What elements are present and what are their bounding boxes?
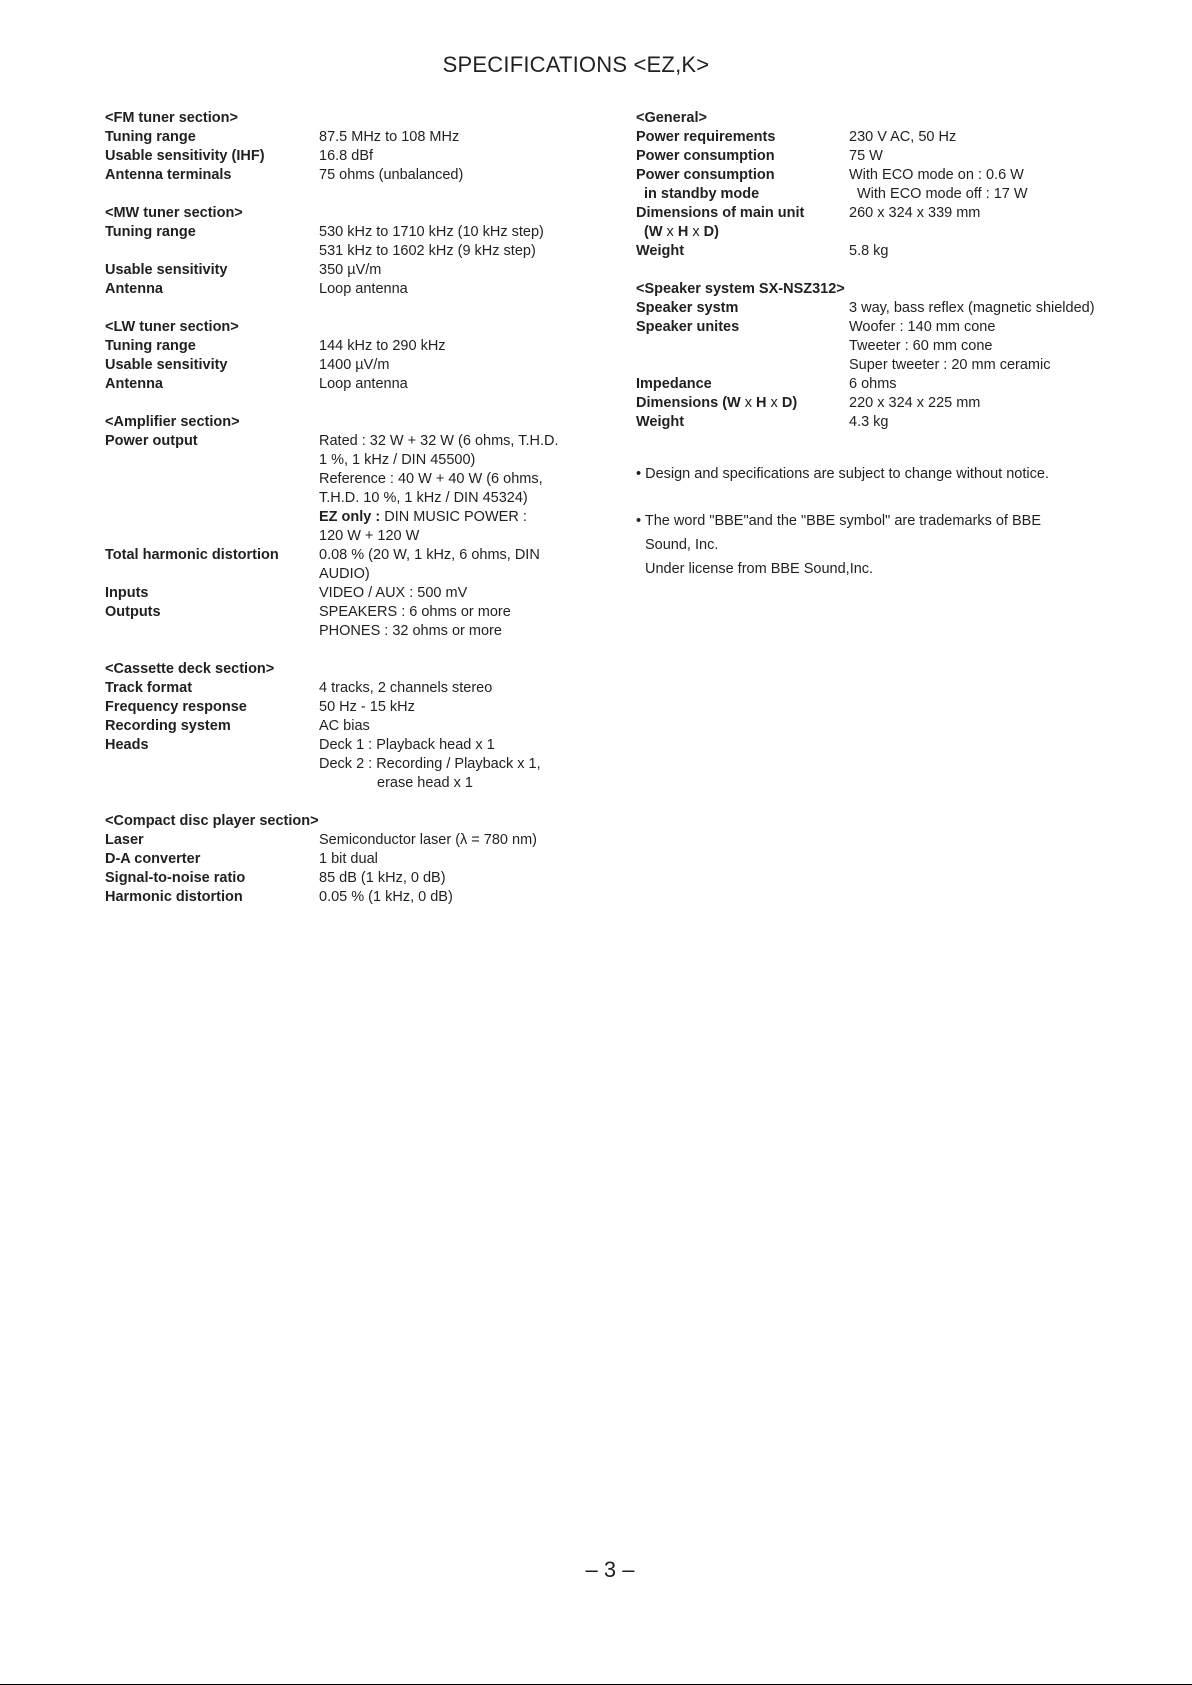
general-power-cons-row xyxy=(636,147,1156,166)
general-weight-label: Weight xyxy=(636,243,685,259)
speaker-units-value-2: Tweeter : 60 mm cone xyxy=(849,338,993,354)
cd-laser-row xyxy=(105,831,585,850)
amp-power-row-5 xyxy=(105,508,585,527)
cd-laser-label: Laser xyxy=(105,832,144,848)
note-bbe-trademark-2: Sound, Inc. xyxy=(645,537,719,553)
speaker-units-label: Speaker unites xyxy=(636,319,740,335)
speaker-impedance-label: Impedance xyxy=(636,376,712,392)
cd-section-heading: <Compact disc player section> xyxy=(105,813,319,829)
cd-laser-value: Semiconductor laser (λ = 780 nm) xyxy=(319,832,537,848)
speaker-dim-row xyxy=(636,394,1156,413)
general-standby-label-1: Power consumption xyxy=(636,167,775,183)
amp-power-row-2 xyxy=(105,451,585,470)
right-column xyxy=(636,109,1156,581)
cassette-heads-value-3: erase head x 1 xyxy=(377,775,473,791)
speaker-system-row xyxy=(636,299,1156,318)
cassette-track-value: 4 tracks, 2 channels stereo xyxy=(319,680,493,696)
lw-section-heading: <LW tuner section> xyxy=(105,319,239,335)
amp-thd-value-1: 0.08 % (20 W, 1 kHz, 6 ohms, DIN xyxy=(319,547,540,563)
cassette-heads-value-1: Deck 1 : Playback head x 1 xyxy=(319,737,495,753)
mw-sensitivity-value: 350 µV/m xyxy=(319,262,382,278)
cd-snr-label: Signal-to-noise ratio xyxy=(105,870,246,886)
speaker-weight-label: Weight xyxy=(636,414,685,430)
cassette-heads-row-1 xyxy=(105,736,585,755)
cd-hd-value: 0.05 % (1 kHz, 0 dB) xyxy=(319,889,453,905)
general-standby-label-2: in standby mode xyxy=(644,186,760,202)
fm-tuning-label: Tuning range xyxy=(105,129,196,145)
cassette-heads-label: Heads xyxy=(105,737,149,753)
mw-tuning-value-2: 531 kHz to 1602 kHz (9 kHz step) xyxy=(319,243,536,259)
amp-outputs-value-1: SPEAKERS : 6 ohms or more xyxy=(319,604,511,620)
amp-thd-row-2 xyxy=(105,565,585,584)
fm-tuning-row xyxy=(105,128,585,147)
amp-power-value-1: Rated : 32 W + 32 W (6 ohms, T.H.D. xyxy=(319,433,559,449)
fm-section-heading: <FM tuner section> xyxy=(105,110,238,126)
cassette-section-heading: <Cassette deck section> xyxy=(105,661,275,677)
mw-tuning-value-1: 530 kHz to 1710 kHz (10 kHz step) xyxy=(319,224,544,240)
fm-sensitivity-row xyxy=(105,147,585,166)
mw-antenna-value: Loop antenna xyxy=(319,281,408,297)
amp-power-row-6 xyxy=(105,527,585,546)
speaker-units-row-3 xyxy=(636,356,1156,375)
lw-sensitivity-label: Usable sensitivity xyxy=(105,357,228,373)
speaker-impedance-row xyxy=(636,375,1156,394)
page-number: – 3 – xyxy=(585,1557,635,1582)
speaker-dim-label: Dimensions (W x H x D) xyxy=(636,395,798,411)
speaker-weight-value: 4.3 kg xyxy=(849,414,889,430)
speaker-units-row-2 xyxy=(636,337,1156,356)
speaker-impedance-value: 6 ohms xyxy=(849,376,897,392)
amp-power-row-1 xyxy=(105,432,585,451)
note-bbe-trademark-3: Under license from BBE Sound,Inc. xyxy=(645,561,874,577)
general-standby-row-2 xyxy=(636,185,1156,204)
general-power-cons-label: Power consumption xyxy=(636,148,775,164)
general-dim-label-1: Dimensions of main unit xyxy=(636,205,805,221)
speaker-system-value: 3 way, bass reflex (magnetic shielded) xyxy=(849,300,1095,316)
left-column xyxy=(105,109,585,907)
amp-inputs-value: VIDEO / AUX : 500 mV xyxy=(319,585,468,601)
amp-inputs-label: Inputs xyxy=(105,585,149,601)
cassette-heads-row-2 xyxy=(105,755,585,774)
mw-antenna-label: Antenna xyxy=(105,281,163,297)
amp-outputs-row-2 xyxy=(105,622,585,641)
speaker-system-label: Speaker systm xyxy=(636,300,739,316)
cassette-rec-label: Recording system xyxy=(105,718,231,734)
speaker-units-value-3: Super tweeter : 20 mm ceramic xyxy=(849,357,1051,373)
general-dim-row-1 xyxy=(636,204,1156,223)
cassette-heads-row-3 xyxy=(105,774,585,793)
general-power-req-value: 230 V AC, 50 Hz xyxy=(849,129,957,145)
general-standby-row-1 xyxy=(636,166,1156,185)
mw-sensitivity-label: Usable sensitivity xyxy=(105,262,228,278)
cassette-freq-value: 50 Hz - 15 kHz xyxy=(319,699,415,715)
amp-thd-row-1 xyxy=(105,546,585,565)
page-title: SPECIFICATIONS <EZ,K> xyxy=(442,52,710,77)
mw-tuning-row-2 xyxy=(105,242,585,261)
cd-da-row xyxy=(105,850,585,869)
fm-antenna-row xyxy=(105,166,585,185)
lw-tuning-row xyxy=(105,337,585,356)
din-music-power-text: DIN MUSIC POWER : xyxy=(380,509,527,525)
fm-tuning-value: 87.5 MHz to 108 MHz xyxy=(319,129,460,145)
general-dim-label-2: (W x H x D) xyxy=(644,224,719,240)
cd-hd-label: Harmonic distortion xyxy=(105,889,243,905)
amp-power-label: Power output xyxy=(105,433,198,449)
general-standby-value-2: With ECO mode off : 17 W xyxy=(857,186,1028,202)
fm-antenna-label: Antenna terminals xyxy=(105,167,232,183)
cassette-rec-row xyxy=(105,717,585,736)
mw-tuning-label: Tuning range xyxy=(105,224,196,240)
cassette-rec-value: AC bias xyxy=(319,718,370,734)
fm-sensitivity-value: 16.8 dBf xyxy=(319,148,374,164)
cassette-freq-label: Frequency response xyxy=(105,699,247,715)
general-power-req-label: Power requirements xyxy=(636,129,776,145)
cd-snr-row xyxy=(105,869,585,888)
amp-thd-label: Total harmonic distortion xyxy=(105,547,279,563)
speaker-dim-value: 220 x 324 x 225 mm xyxy=(849,395,981,411)
speaker-section-heading: <Speaker system SX-NSZ312> xyxy=(636,281,845,297)
amp-power-value-5 xyxy=(319,508,527,527)
ez-only-label: EZ only : xyxy=(319,509,381,525)
fm-antenna-value: 75 ohms (unbalanced) xyxy=(319,167,464,183)
lw-sensitivity-row xyxy=(105,356,585,375)
cassette-heads-value-2: Deck 2 : Recording / Playback x 1, xyxy=(319,756,541,772)
general-weight-row xyxy=(636,242,1156,261)
mw-tuning-row xyxy=(105,223,585,242)
cassette-freq-row xyxy=(105,698,585,717)
cassette-track-label: Track format xyxy=(105,680,193,696)
fm-sensitivity-label: Usable sensitivity (IHF) xyxy=(105,148,265,164)
general-section-heading: <General> xyxy=(636,110,707,126)
amp-power-value-4: T.H.D. 10 %, 1 kHz / DIN 45324) xyxy=(319,490,528,506)
amp-outputs-label: Outputs xyxy=(105,604,161,620)
speaker-weight-row xyxy=(636,413,1156,432)
amp-power-value-3: Reference : 40 W + 40 W (6 ohms, xyxy=(319,471,543,487)
mw-antenna-row xyxy=(105,280,585,299)
amp-power-value-6: 120 W + 120 W xyxy=(319,528,420,544)
amp-inputs-row xyxy=(105,584,585,603)
lw-tuning-label: Tuning range xyxy=(105,338,196,354)
cd-da-value: 1 bit dual xyxy=(319,851,378,867)
general-standby-value-1: With ECO mode on : 0.6 W xyxy=(849,167,1024,183)
general-power-cons-value: 75 W xyxy=(849,148,883,164)
amp-section-heading: <Amplifier section> xyxy=(105,414,240,430)
lw-tuning-value: 144 kHz to 290 kHz xyxy=(319,338,446,354)
amp-thd-value-2: AUDIO) xyxy=(319,566,370,582)
note-design-change: • Design and specifications are subject to change without notice. xyxy=(636,466,1049,482)
speaker-units-value-1: Woofer : 140 mm cone xyxy=(849,319,996,335)
cassette-track-row xyxy=(105,679,585,698)
cd-hd-row xyxy=(105,888,585,907)
speaker-units-row-1 xyxy=(636,318,1156,337)
general-dim-value: 260 x 324 x 339 mm xyxy=(849,205,981,221)
lw-antenna-row xyxy=(105,375,585,394)
mw-section-heading: <MW tuner section> xyxy=(105,205,243,221)
amp-power-row-3 xyxy=(105,470,585,489)
mw-sensitivity-row xyxy=(105,261,585,280)
amp-outputs-value-2: PHONES : 32 ohms or more xyxy=(319,623,502,639)
general-power-req-row xyxy=(636,128,1156,147)
general-weight-value: 5.8 kg xyxy=(849,243,889,259)
amp-outputs-row-1 xyxy=(105,603,585,622)
cd-snr-value: 85 dB (1 kHz, 0 dB) xyxy=(319,870,446,886)
note-bbe-trademark-1: • The word "BBE"and the "BBE symbol" are trademarks of BBE xyxy=(636,513,1041,529)
lw-antenna-label: Antenna xyxy=(105,376,163,392)
amp-power-value-2: 1 %, 1 kHz / DIN 45500) xyxy=(319,452,476,468)
lw-sensitivity-value: 1400 µV/m xyxy=(319,357,390,373)
amp-power-row-4 xyxy=(105,489,585,508)
general-dim-row-2 xyxy=(636,223,1156,242)
cd-da-label: D-A converter xyxy=(105,851,201,867)
lw-antenna-value: Loop antenna xyxy=(319,376,408,392)
